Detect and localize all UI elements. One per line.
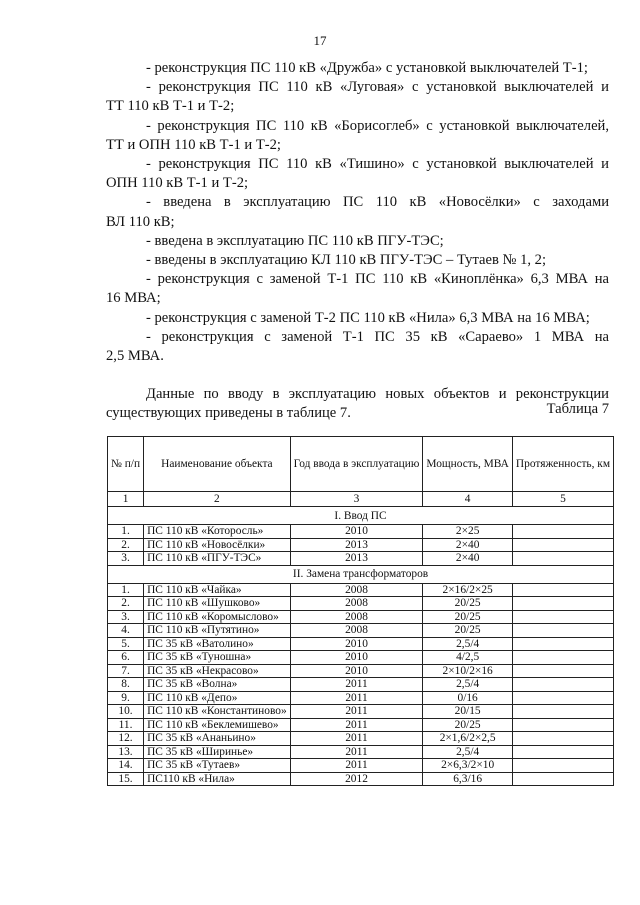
paragraph-line: - реконструкция ПС 110 кВ «Борисоглеб» с установкой выключателей, [146, 117, 609, 134]
cell-capacity: 20/25 [423, 610, 513, 624]
cell-year: 2010 [290, 651, 423, 665]
cell-year: 2013 [290, 552, 423, 566]
paragraph-line: существующих приведены в таблице 7. [106, 405, 351, 422]
section-title: II. Замена трансформаторов [108, 565, 614, 583]
cell-object-name: ПС 110 кВ «Новосёлки» [144, 538, 291, 552]
cell-number: 8. [108, 678, 144, 692]
cell-capacity: 2×6,3/2×10 [423, 759, 513, 773]
header-cell-length: Протяженность, км [512, 437, 613, 492]
cell-year: 2008 [290, 610, 423, 624]
cell-capacity: 20/25 [423, 624, 513, 638]
column-number-cell: 1 [108, 492, 144, 507]
cell-capacity: 0/16 [423, 691, 513, 705]
cell-capacity: 2×16/2×25 [423, 583, 513, 597]
cell-year: 2010 [290, 664, 423, 678]
table-row [108, 678, 614, 692]
table-row [108, 538, 614, 552]
table-section-row [108, 565, 614, 583]
cell-object-name: ПС 35 кВ «Туношна» [144, 651, 291, 665]
paragraph-line: - реконструкция ПС 110 кВ «Дружба» с установкой выключателей Т-1; [146, 60, 588, 76]
cell-year: 2011 [290, 678, 423, 692]
cell-number: 1. [108, 583, 144, 597]
cell-number: 2. [108, 538, 144, 552]
cell-year: 2012 [290, 772, 423, 786]
table-row [108, 691, 614, 705]
cell-object-name: ПС 110 кВ «ПГУ-ТЭС» [144, 552, 291, 566]
cell-object-name: ПС110 кВ «Нила» [144, 772, 291, 786]
cell-length [512, 610, 613, 624]
cell-year: 2011 [290, 705, 423, 719]
cell-length [512, 772, 613, 786]
cell-capacity: 4/2,5 [423, 651, 513, 665]
cell-length [512, 651, 613, 665]
cell-object-name: ПС 110 кВ «Чайка» [144, 583, 291, 597]
cell-length [512, 705, 613, 719]
cell-capacity: 2×25 [423, 525, 513, 539]
cell-length [512, 759, 613, 773]
cell-length [512, 718, 613, 732]
cell-object-name: ПС 110 кВ «Путятино» [144, 624, 291, 638]
paragraph-line: - реконструкция с заменой Т-1 ПС 35 кВ «Сараево» 1 МВА на [146, 328, 609, 345]
table-row [108, 610, 614, 624]
cell-number: 14. [108, 759, 144, 773]
cell-year: 2011 [290, 759, 423, 773]
cell-year: 2008 [290, 597, 423, 611]
cell-number: 11. [108, 718, 144, 732]
column-number-cell: 5 [512, 492, 613, 507]
cell-length [512, 552, 613, 566]
table-caption: Таблица 7 [546, 401, 609, 417]
cell-year: 2010 [290, 525, 423, 539]
cell-number: 3. [108, 552, 144, 566]
column-number-cell: 3 [290, 492, 423, 507]
cell-object-name: ПС 110 кВ «Константиново» [144, 705, 291, 719]
table-row [108, 525, 614, 539]
cell-year: 2010 [290, 637, 423, 651]
page-number: 17 [313, 33, 327, 48]
objects-table [107, 436, 614, 786]
cell-capacity: 2,5/4 [423, 678, 513, 692]
cell-number: 6. [108, 651, 144, 665]
table-row [108, 552, 614, 566]
paragraph-line: - введена в эксплуатацию ПС 110 кВ ПГУ-ТЭС; [146, 232, 444, 249]
table-row [108, 651, 614, 665]
body-text [106, 59, 609, 424]
cell-length [512, 664, 613, 678]
cell-length [512, 745, 613, 759]
paragraph-line: 2,5 МВА. [106, 348, 164, 365]
cell-object-name: ПС 110 кВ «Коромыслово» [144, 610, 291, 624]
table-row [108, 759, 614, 773]
table-section-row [108, 507, 614, 525]
cell-number: 12. [108, 732, 144, 746]
cell-object-name: ПС 110 кВ «Которосль» [144, 525, 291, 539]
cell-object-name: ПС 35 кВ «Тутаев» [144, 759, 291, 773]
cell-year: 2008 [290, 583, 423, 597]
cell-year: 2011 [290, 691, 423, 705]
paragraph-line: - реконструкция с заменой Т-1 ПС 110 кВ «Киноплёнка» 6,3 МВА на [146, 271, 609, 288]
paragraph-line: Данные по вводу в эксплуатацию новых объектов и реконструкции [146, 386, 609, 403]
header-cell-capacity: Мощность, МВА [423, 437, 513, 492]
cell-capacity: 2×1,6/2×2,5 [423, 732, 513, 746]
table-row [108, 718, 614, 732]
table-row [108, 624, 614, 638]
cell-year: 2008 [290, 624, 423, 638]
cell-length [512, 691, 613, 705]
header-cell-year: Год ввода в эксплуатацию [290, 437, 423, 492]
cell-length [512, 624, 613, 638]
paragraph-line: - реконструкция с заменой Т-2 ПС 110 кВ «Нила» 6,3 МВА на 16 МВА; [146, 309, 590, 326]
table-row [108, 772, 614, 786]
table-row [108, 705, 614, 719]
cell-number: 13. [108, 745, 144, 759]
column-number-row [108, 492, 614, 507]
paragraph-line: - реконструкция ПС 110 кВ «Луговая» с установкой выключателей и [146, 79, 609, 96]
table-row [108, 732, 614, 746]
cell-object-name: ПС 35 кВ «Некрасово» [144, 664, 291, 678]
header-cell-name: Наименование объекта [144, 437, 291, 492]
cell-object-name: ПС 35 кВ «Волна» [144, 678, 291, 692]
table-row [108, 664, 614, 678]
section-title: I. Ввод ПС [108, 507, 614, 525]
cell-number: 1. [108, 525, 144, 539]
cell-object-name: ПС 35 кВ «Ширинье» [144, 745, 291, 759]
cell-capacity: 2×40 [423, 552, 513, 566]
column-number-cell: 2 [144, 492, 291, 507]
cell-object-name: ПС 110 кВ «Шушково» [144, 597, 291, 611]
table-row [108, 583, 614, 597]
paragraph-line: - введена в эксплуатацию ПС 110 кВ «Новосёлки» с заходами [146, 194, 609, 211]
paragraph-gap [106, 366, 609, 385]
cell-object-name: ПС 35 кВ «Ватолино» [144, 637, 291, 651]
table-row [108, 637, 614, 651]
table-row [108, 597, 614, 611]
paragraph-line: - реконструкция ПС 110 кВ «Тишино» с установкой выключателей и [146, 156, 609, 173]
table-row [108, 745, 614, 759]
cell-year: 2011 [290, 732, 423, 746]
cell-object-name: ПС 35 кВ «Ананьино» [144, 732, 291, 746]
paragraph-line: ВЛ 110 кВ; [106, 213, 175, 230]
cell-year: 2011 [290, 745, 423, 759]
cell-number: 3. [108, 610, 144, 624]
paragraph-line: 16 МВА; [106, 290, 161, 307]
cell-year: 2013 [290, 538, 423, 552]
cell-capacity: 20/25 [423, 718, 513, 732]
cell-number: 10. [108, 705, 144, 719]
cell-capacity: 2,5/4 [423, 745, 513, 759]
cell-year: 2011 [290, 718, 423, 732]
cell-capacity: 2×10/2×16 [423, 664, 513, 678]
paragraph-line: ТТ и ОПН 110 кВ Т-1 и Т-2; [106, 136, 281, 153]
cell-number: 5. [108, 637, 144, 651]
column-number-cell: 4 [423, 492, 513, 507]
cell-number: 7. [108, 664, 144, 678]
cell-length [512, 525, 613, 539]
cell-capacity: 2×40 [423, 538, 513, 552]
cell-length [512, 583, 613, 597]
cell-capacity: 6,3/16 [423, 772, 513, 786]
cell-object-name: ПС 110 кВ «Беклемишево» [144, 718, 291, 732]
cell-length [512, 597, 613, 611]
cell-capacity: 20/15 [423, 705, 513, 719]
table-header-row [108, 437, 614, 492]
cell-length [512, 637, 613, 651]
paragraph-line: ОПН 110 кВ Т-1 и Т-2; [106, 175, 249, 192]
paragraph-line: ТТ 110 кВ Т-1 и Т-2; [106, 98, 235, 115]
cell-number: 15. [108, 772, 144, 786]
cell-number: 2. [108, 597, 144, 611]
cell-capacity: 20/25 [423, 597, 513, 611]
cell-length [512, 678, 613, 692]
header-cell-number: № п/п [108, 437, 144, 492]
cell-number: 4. [108, 624, 144, 638]
cell-capacity: 2,5/4 [423, 637, 513, 651]
cell-length [512, 538, 613, 552]
cell-length [512, 732, 613, 746]
cell-number: 9. [108, 691, 144, 705]
paragraph-line: - введены в эксплуатацию КЛ 110 кВ ПГУ-ТЭС – Тутаев № 1, 2; [146, 252, 547, 269]
cell-object-name: ПС 110 кВ «Депо» [144, 691, 291, 705]
